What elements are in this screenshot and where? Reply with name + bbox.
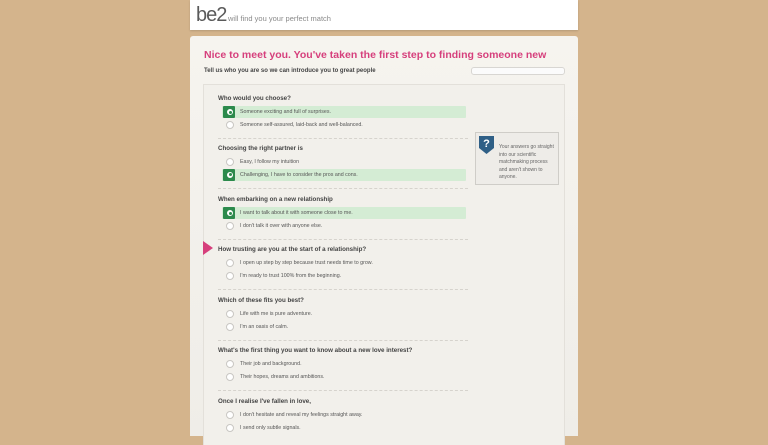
header-tagline: will find you your perfect match xyxy=(228,14,331,23)
question-4-text: How trusting are you at the start of a relationship? xyxy=(218,246,367,253)
page-title: Nice to meet you. You've taken the first step to finding someone new xyxy=(204,49,547,61)
question-divider xyxy=(218,138,468,139)
answer-label: I'm ready to trust 100% from the beginning. xyxy=(240,272,342,279)
answer-label: Challenging, I have to consider the pros and cons. xyxy=(240,171,358,178)
question-1-option-2[interactable] xyxy=(222,119,466,131)
question-divider xyxy=(218,188,468,189)
question-5-option-1[interactable] xyxy=(222,308,466,320)
radio-unchecked-icon[interactable] xyxy=(226,272,234,280)
svg-text:?: ? xyxy=(483,138,490,150)
radio-unchecked-icon[interactable] xyxy=(226,424,234,432)
answer-label: Life with me is pure adventure. xyxy=(240,311,313,317)
page-subtitle: Tell us who you are so we can introduce you to great people xyxy=(204,68,376,74)
question-5-option-2[interactable] xyxy=(222,321,466,333)
answer-label: Their job and background. xyxy=(240,361,302,367)
questions-panel xyxy=(203,84,565,445)
question-7-option-2[interactable] xyxy=(222,422,466,434)
radio-unchecked-icon[interactable] xyxy=(226,411,234,419)
question-1-option-1[interactable] xyxy=(222,106,466,118)
privacy-info-text: Your answers go straight into our scientific matchmaking process and aren't shown to anyone. xyxy=(499,144,554,180)
privacy-info-box xyxy=(475,132,559,185)
question-3-option-2[interactable] xyxy=(222,220,466,232)
question-divider xyxy=(218,390,468,391)
questionnaire-card xyxy=(190,36,578,436)
question-6-option-2[interactable] xyxy=(222,371,466,383)
answer-label: I'm an oasis of calm. xyxy=(240,323,289,330)
answer-label: I don't talk it over with anyone else. xyxy=(240,222,323,229)
radio-unchecked-icon[interactable] xyxy=(226,121,234,129)
answer-label: I open up step by step because trust needs time to grow. xyxy=(240,260,373,266)
question-6-option-1[interactable] xyxy=(222,358,466,370)
radio-unchecked-icon[interactable] xyxy=(226,373,234,381)
answer-label: Easy, I follow my intuition xyxy=(240,159,300,165)
radio-checked-icon[interactable] xyxy=(226,108,234,116)
question-divider xyxy=(218,239,468,240)
question-1-text: Who would you choose? xyxy=(218,95,291,102)
question-3-text: When embarking on a new relationship xyxy=(218,196,333,203)
radio-checked-icon[interactable] xyxy=(226,209,234,217)
radio-unchecked-icon[interactable] xyxy=(226,158,234,166)
question-divider xyxy=(218,340,468,341)
answer-label: Their hopes, dreams and ambitions. xyxy=(240,373,325,380)
question-2-option-2[interactable] xyxy=(222,169,466,181)
question-2-option-1[interactable] xyxy=(222,156,466,168)
question-7-text: Once I realise I've fallen in love, xyxy=(218,398,311,405)
radio-unchecked-icon[interactable] xyxy=(226,259,234,267)
question-5-text: Which of these fits you best? xyxy=(218,297,304,304)
be2-logo[interactable] xyxy=(196,4,226,27)
question-2-text: Choosing the right partner is xyxy=(218,145,303,152)
radio-unchecked-icon[interactable] xyxy=(226,360,234,368)
progress-bar xyxy=(471,67,565,75)
answer-label: I want to talk about it with someone close to me. xyxy=(240,210,353,216)
radio-checked-icon[interactable] xyxy=(226,171,234,179)
question-3-option-1[interactable] xyxy=(222,207,466,219)
question-6-text: What's the first thing you want to know about a new love interest? xyxy=(218,347,413,354)
current-question-marker xyxy=(203,241,213,255)
question-mark-shield-icon xyxy=(479,136,494,154)
radio-unchecked-icon[interactable] xyxy=(226,222,234,230)
question-4-option-1[interactable] xyxy=(222,257,466,269)
site-header xyxy=(190,0,578,30)
answer-label: Someone self-assured, laid-back and well-balanced. xyxy=(240,121,363,128)
question-4-option-2[interactable] xyxy=(222,270,466,282)
answer-label: I send only subtle signals. xyxy=(240,424,301,431)
answer-label: Someone exciting and full of surprises. xyxy=(240,109,331,115)
radio-unchecked-icon[interactable] xyxy=(226,323,234,331)
logo-text: be2 xyxy=(196,4,227,26)
radio-unchecked-icon[interactable] xyxy=(226,310,234,318)
question-divider xyxy=(218,289,468,290)
question-7-option-1[interactable] xyxy=(222,409,466,421)
answer-label: I don't hesitate and reveal my feelings straight away. xyxy=(240,412,363,418)
